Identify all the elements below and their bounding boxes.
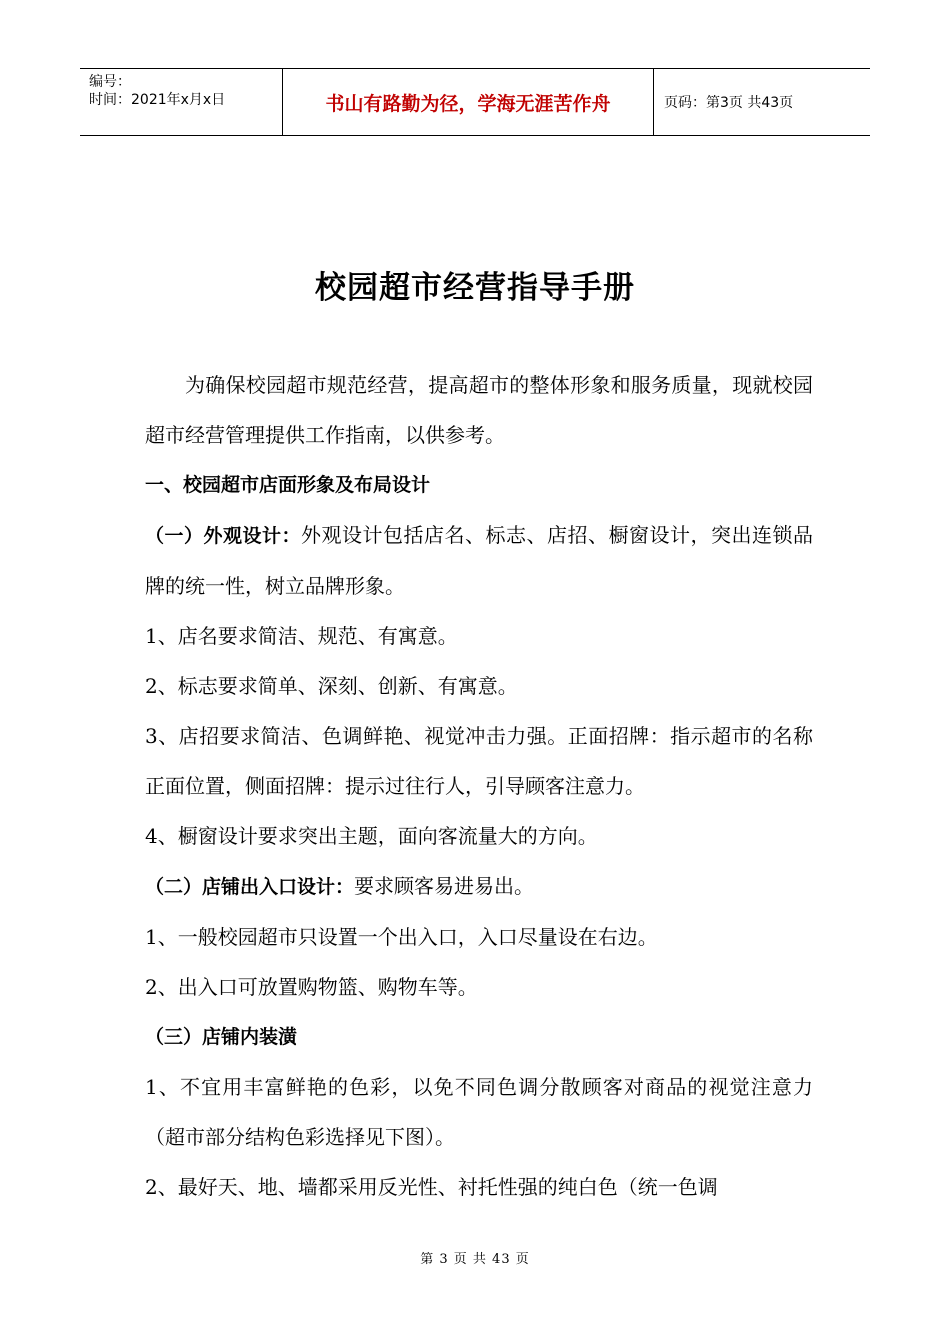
section-1-heading: 一、校园超市店面形象及布局设计 bbox=[145, 474, 431, 496]
document-title: 校园超市经营指导手册 bbox=[315, 270, 635, 306]
list-item: 3、店招要求简洁、色调鲜艳、视觉冲击力强。正面招牌：指示超市的名称正面位置，侧面招牌：提示过往行人，引导顾客注意力。 bbox=[145, 724, 813, 798]
subsection-entrance-text: 要求顾客易进易出。 bbox=[354, 874, 535, 898]
page-header bbox=[80, 68, 870, 136]
intro-paragraph: 为确保校园超市规范经营，提高超市的整体形象和服务质量，现就校园超市经营管理提供工作指南，以供参考。 bbox=[145, 373, 813, 447]
subsection-exterior-text: 外观设计包括店名、标志、店招、橱窗设计，突出连锁品牌的统一性，树立品牌形象。 bbox=[145, 523, 813, 598]
subsection-exterior bbox=[145, 510, 813, 611]
document-time-label: 时间：2021年x月x日 bbox=[89, 92, 226, 108]
list-item: 2、标志要求简单、深刻、创新、有寓意。 bbox=[145, 674, 518, 698]
header-motto: 书山有路勤为径，学海无涯苦作舟 bbox=[282, 69, 654, 135]
header-meta bbox=[80, 69, 282, 135]
subsection-entrance bbox=[145, 861, 813, 912]
document-body bbox=[145, 360, 813, 1212]
list-item: 1、一般校园超市只设置一个出入口，入口尽量设在右边。 bbox=[145, 925, 658, 949]
header-page-info: 页码：第3页 共43页 bbox=[664, 95, 794, 111]
subsection-exterior-heading: （一）外观设计： bbox=[145, 525, 301, 547]
list-item: 2、出入口可放置购物篮、购物车等。 bbox=[145, 975, 478, 999]
list-item: 1、不宜用丰富鲜艳的色彩，以免不同色调分散顾客对商品的视觉注意力（超市部分结构色彩选择见下图）。 bbox=[145, 1075, 813, 1149]
subsection-entrance-heading: （二）店铺出入口设计： bbox=[145, 876, 355, 898]
list-item: 4、橱窗设计要求突出主题，面向客流量大的方向。 bbox=[145, 824, 598, 848]
document-number-label: 编号： bbox=[89, 74, 131, 90]
subsection-interior-heading: （三）店铺内装潢 bbox=[145, 1026, 298, 1048]
page-footer: 第 3 页 共 43 页 bbox=[420, 1252, 530, 1267]
list-item: 1、店名要求简洁、规范、有寓意。 bbox=[145, 624, 458, 648]
list-item: 2、最好天、地、墙都采用反光性、衬托性强的纯白色（统一色调 bbox=[145, 1175, 718, 1199]
